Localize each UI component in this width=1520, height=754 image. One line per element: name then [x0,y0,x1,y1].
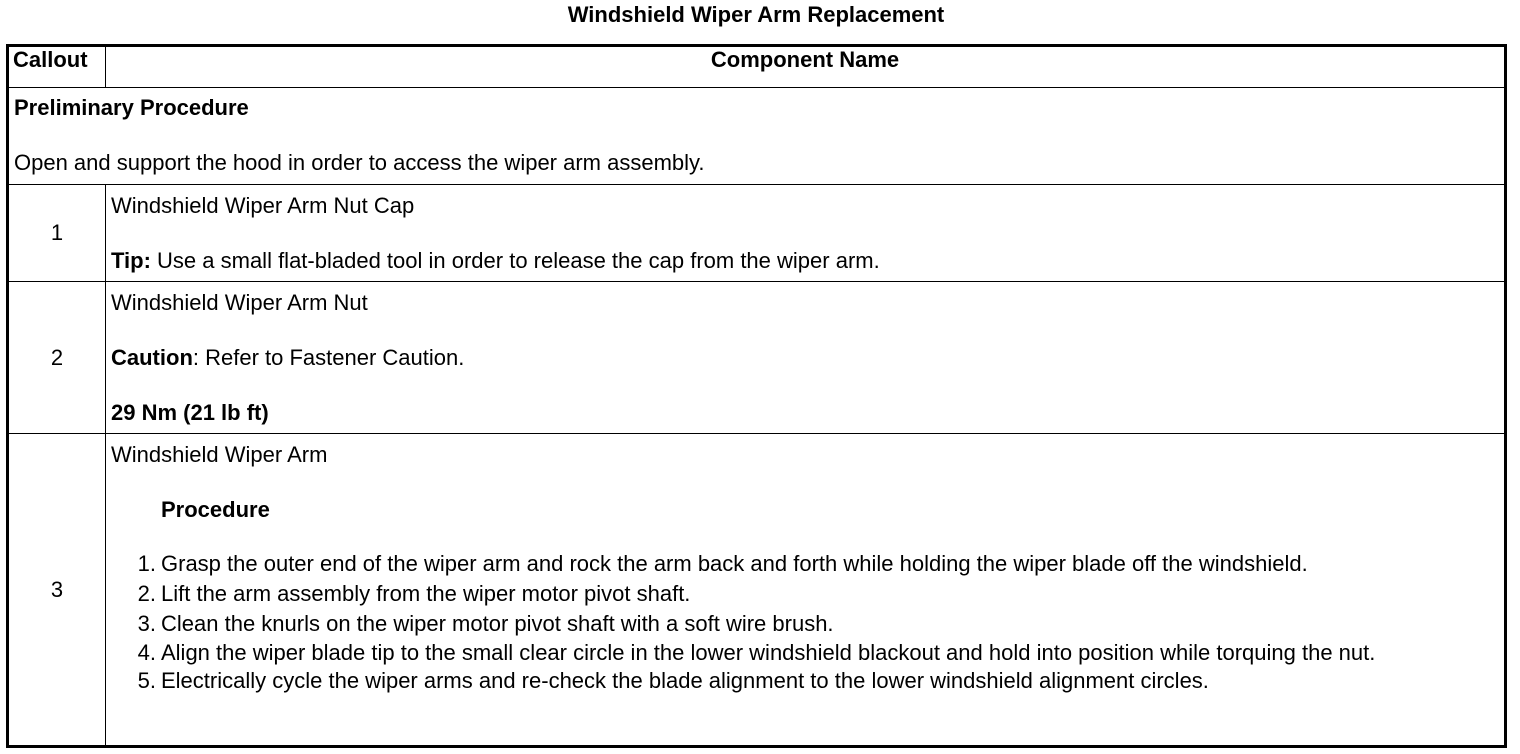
component-cell [106,185,1506,282]
step-number: 3. [137,611,156,636]
step-number: 2. [137,581,156,606]
tip-note [111,248,1504,274]
header-row [8,46,1506,88]
preliminary-row [8,88,1506,185]
list-item [111,579,1504,609]
header-callout: Callout [8,46,106,88]
table-row [8,434,1506,747]
list-item [111,609,1504,639]
procedure-heading: Procedure [161,497,270,522]
step-text: Align the wiper blade tip to the small clear circle in the lower windshield blackout and hold into position while torquing the nut. [161,640,1376,665]
step-number: 5. [137,668,156,693]
tip-label: Tip: [111,248,151,273]
callout-number: 2 [8,282,106,434]
preliminary-cell [8,88,1506,185]
component-cell [106,282,1506,434]
caution-note [111,345,1504,371]
list-item [111,639,1504,666]
component-name: Windshield Wiper Arm [111,442,328,467]
header-component-name: Component Name [106,46,1506,88]
preliminary-heading: Preliminary Procedure [14,95,249,120]
caution-label: Caution [111,345,193,370]
tip-text: Use a small flat-bladed tool in order to release the cap from the wiper arm. [150,248,880,273]
step-number: 4. [137,640,156,665]
torque-spec: 29 Nm (21 lb ft) [111,400,269,425]
component-name: Windshield Wiper Arm Nut [111,290,368,315]
preliminary-text: Open and support the hood in order to access the wiper arm assembly. [14,150,705,175]
component-name: Windshield Wiper Arm Nut Cap [111,193,415,218]
table-row [8,282,1506,434]
component-cell [106,434,1506,747]
step-text: Lift the arm assembly from the wiper motor pivot shaft. [161,581,691,606]
procedure-steps [111,549,1504,696]
callout-number: 1 [8,185,106,282]
caution-text: : Refer to Fastener Caution. [192,345,465,370]
list-item [111,666,1504,696]
callout-number: 3 [8,434,106,747]
list-item [111,549,1504,579]
procedure-table [6,44,1507,748]
step-text: Grasp the outer end of the wiper arm and rock the arm back and forth while holding the wiper blade off the windshield. [161,551,1308,576]
document-title: Windshield Wiper Arm Replacement [567,2,945,27]
table-row [8,185,1506,282]
step-number: 1. [137,551,156,576]
step-text: Electrically cycle the wiper arms and re-check the blade alignment to the lower windshield alignment circles. [161,668,1209,693]
step-text: Clean the knurls on the wiper motor pivot shaft with a soft wire brush. [161,611,834,636]
